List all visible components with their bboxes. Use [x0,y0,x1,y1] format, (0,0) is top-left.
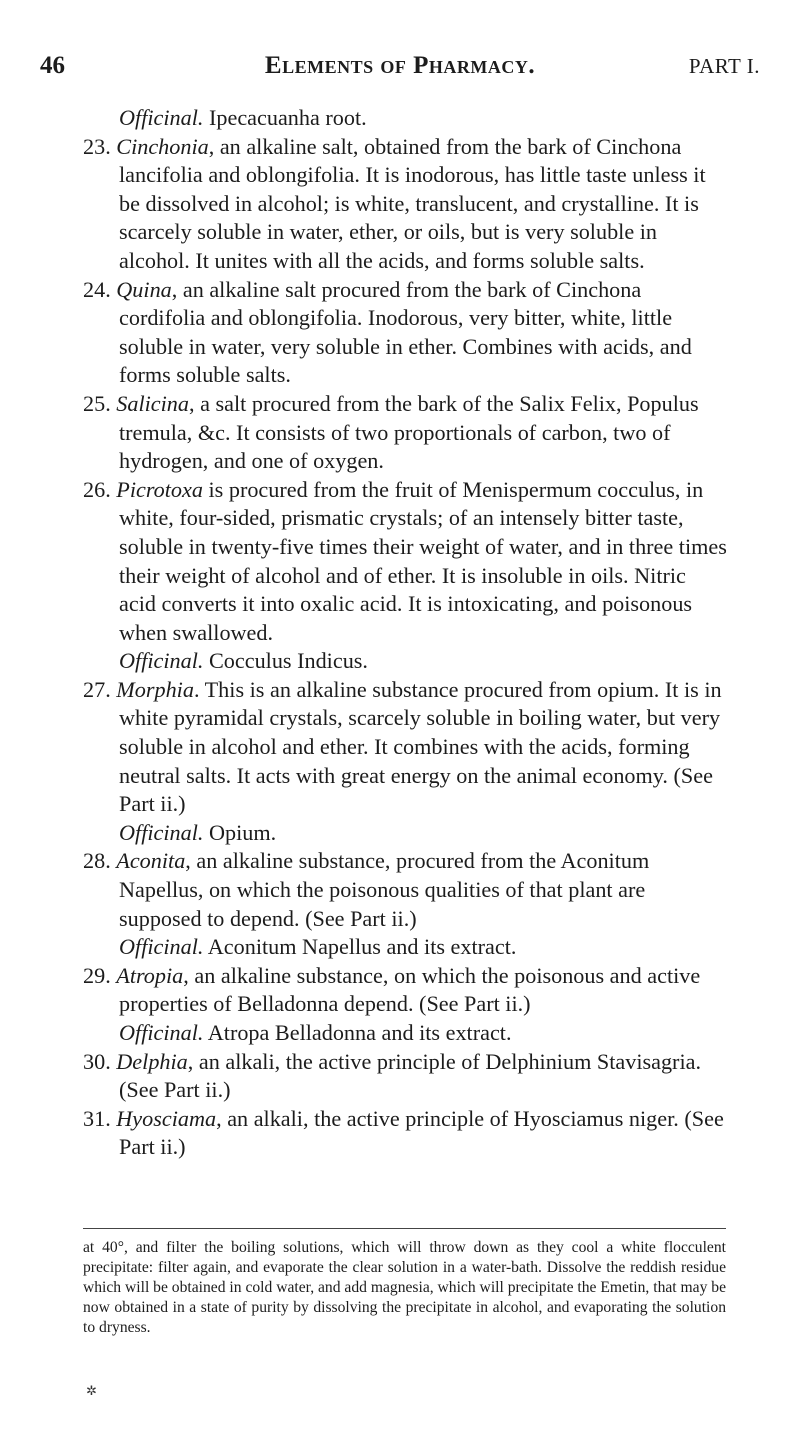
entry-text: , an alkali, the active principle of Delphinium Stavisagria. (See Part ii.) [119,1048,702,1103]
entry-heading: Morphia [116,676,194,702]
entry-number: 31. [83,1105,111,1131]
officinal-line [83,933,728,962]
entry-number: 24. [83,276,111,302]
entry-number: 28. [83,848,111,874]
entry-text: Opium. [203,819,277,845]
officinal-label: Officinal. [119,648,204,674]
entry-heading: Quina [116,276,172,302]
entry-heading: Cinchonia [116,133,209,159]
entry-number: 29. [83,962,111,988]
numbered-entry [83,962,728,1019]
entry-number: 27. [83,676,111,702]
officinal-line [83,819,728,848]
officinal-line [83,647,728,676]
officinal-label: Officinal. [119,1020,204,1045]
page-header [40,48,760,84]
entry-text: Cocculus Indicus. [203,648,368,674]
officinal-line [83,1019,728,1048]
entry-text: , an alkaline salt, obtained from the bark of Cinchona lancifolia and oblongifolia. It is inodorous, has little taste unless it be dissolved in alcohol; is white, translucent, and crystalline. It is scarcely soluble in water, ether, or oils, but is very soluble in alcohol. It unites with all the acids, and forms soluble salts. [119,133,706,273]
printer-mark-icon: ✲ [86,1383,97,1398]
numbered-entry [83,676,728,819]
part-label: PART I. [688,54,760,78]
entry-text: Ipecacuanha root. [203,105,367,130]
footnote: at 40°, and filter the boiling solutions, which will throw down as they cool a white flocculent precipitate: filter again, and evaporate the clear solution in a water-bath. Dissolve the reddish residue which will be obtained in cold water, and add magnesia, which will precipitate the Emetin, that may be now obtained in a state of purity by dissolving the precipitate in alcohol, and evaporating the solution to dryness. [83,1239,726,1336]
main-text [83,104,728,1162]
entry-heading: Hyosciama [116,1105,217,1131]
numbered-entry [83,476,728,648]
entry-heading: Atropia [116,962,184,988]
entry-text: , an alkaline substance, procured from the Aconitum Napellus, on which the poisonous qualities of that plant are supposed to depend. (See Part ii.) [119,848,650,931]
officinal-line [83,104,728,133]
numbered-entry [83,390,728,476]
entry-text: , an alkaline substance, on which the poisonous and active properties of Belladonna depend. (See Part ii.) [119,962,701,1017]
entry-heading: Aconita [116,848,186,874]
entry-text: . This is an alkaline substance procured from opium. It is in white pyramidal crystals, scarcely soluble in boiling water, but very soluble in alcohol and ether. It combines with the acids, forming neutral salts. It acts with great energy on the animal economy. (See Part ii.) [119,676,722,817]
footnote-rule [83,1228,726,1229]
entry-heading: Delphia [116,1048,188,1074]
officinal-label: Officinal. [119,934,204,960]
entry-text: Aconitum Napellus and its extract. [203,934,517,960]
numbered-entry [83,276,728,390]
officinal-label: Officinal. [119,105,204,130]
page-number: 46 [40,52,65,79]
entry-number: 26. [83,476,111,502]
entry-text: is procured from the fruit of Menispermum cocculus, in white, four-sided, prismatic crystals; of an intensely bitter taste, soluble in twenty-five times their weight of water, and in three times their weight of alcohol and of ether. It is insoluble in oils. Nitric acid converts it into oxalic acid. It is intoxicating, and poisonous when swallowed. [119,476,727,645]
entry-number: 23. [83,133,111,159]
entry-heading: Salicina [116,390,189,416]
entry-text: , an alkaline salt procured from the bark of Cinchona cordifolia and oblongifolia. Inodorous, very bitter, white, little soluble in water, very soluble in ether. Combines with acids, and forms soluble salts. [119,276,692,388]
numbered-entry [83,847,728,933]
entry-text: , an alkali, the active principle of Hyosciamus niger. (See Part ii.) [119,1105,724,1160]
entry-text: , a salt procured from the bark of the Salix Felix, Populus tremula, &c. It consists of two proportionals of carbon, two of hydrogen, and one of oxygen. [119,390,699,474]
running-title: Elements of Pharmacy. [264,52,536,79]
entry-number: 30. [83,1048,111,1074]
numbered-entry [83,1048,728,1105]
entry-text: Atropa Belladonna and its extract. [203,1020,512,1045]
numbered-entry [83,133,728,276]
entry-number: 25. [83,390,111,416]
entry-heading: Picrotoxa [116,476,203,502]
officinal-label: Officinal. [119,819,204,845]
numbered-entry [83,1105,728,1162]
